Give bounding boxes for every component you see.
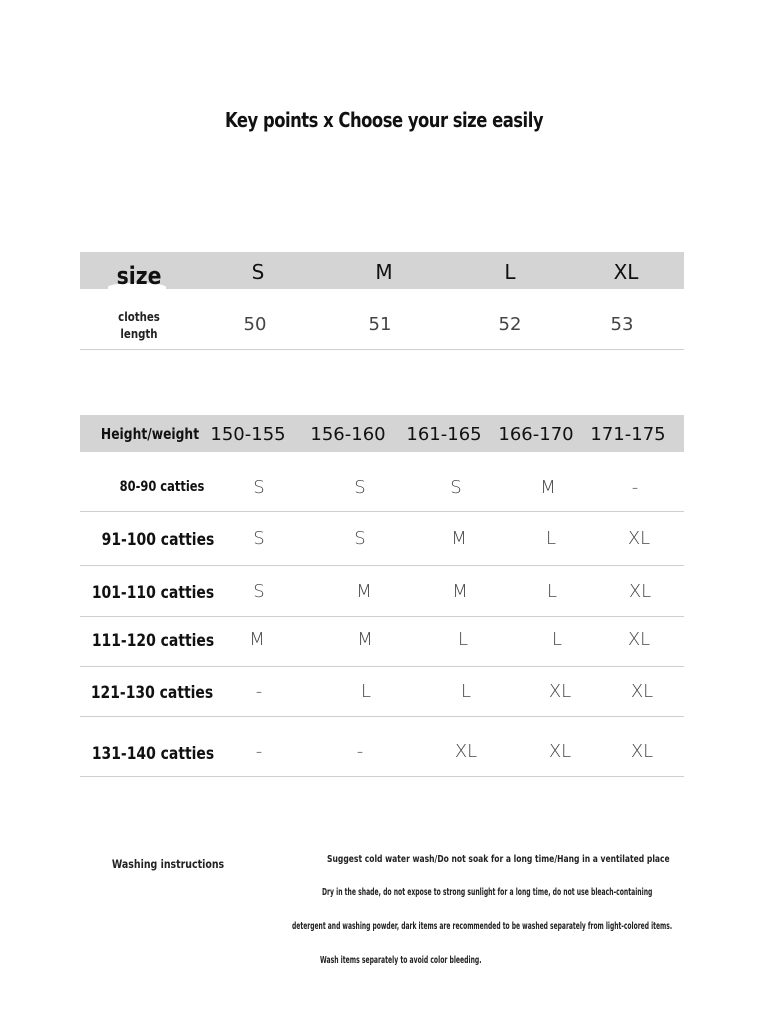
size-cell: XL — [628, 581, 652, 602]
row-label: 91-100 catties — [101, 530, 215, 550]
size-cell: XL — [548, 741, 572, 762]
row-label: 111-120 catties — [91, 631, 215, 651]
size-cell: S — [354, 477, 366, 498]
size-cell: M — [357, 629, 373, 650]
size-cell: L — [545, 528, 557, 549]
size-cell: M — [356, 581, 372, 602]
length-value-xl: 53 — [610, 314, 634, 335]
size-col-m: M — [375, 260, 393, 284]
size-cell: XL — [627, 629, 651, 650]
size-cell: - — [631, 477, 639, 498]
size-cell: - — [356, 741, 364, 762]
size-cell: L — [546, 581, 558, 602]
row-label: 121-130 catties — [90, 683, 214, 703]
size-cell: L — [457, 629, 469, 650]
divider — [80, 776, 684, 777]
size-cell: L — [551, 629, 563, 650]
size-cell: S — [354, 528, 366, 549]
height-weight-header: Height/weight — [100, 425, 200, 443]
divider — [80, 511, 684, 512]
size-col-xl: XL — [613, 260, 639, 284]
washing-label: Washing instructions — [111, 857, 225, 871]
size-header-label: size — [116, 262, 162, 290]
height-col-2: 156-160 — [310, 424, 386, 445]
divider — [80, 349, 684, 350]
size-cell: - — [255, 681, 263, 702]
size-cell: L — [360, 681, 372, 702]
clothes-length-label — [118, 309, 160, 343]
size-cell: M — [451, 528, 467, 549]
size-cell: S — [253, 528, 265, 549]
divider — [80, 716, 684, 717]
size-cell: XL — [630, 681, 654, 702]
length-value-l: 52 — [498, 314, 522, 335]
clothes-length-label-line2: length — [120, 327, 158, 341]
size-cell: XL — [630, 741, 654, 762]
height-col-5: 171-175 — [590, 424, 666, 445]
size-col-l: L — [504, 260, 516, 284]
row-label: 131-140 catties — [91, 744, 215, 764]
washing-line-1: Suggest cold water wash/Do not soak for a long time/Hang in a ventilated place — [327, 854, 670, 865]
size-cell: L — [460, 681, 472, 702]
divider — [80, 666, 684, 667]
size-cell: XL — [627, 528, 651, 549]
washing-line-4: Wash items separately to avoid color bleeding. — [320, 955, 482, 966]
size-cell: XL — [548, 681, 572, 702]
washing-line-3: detergent and washing powder, dark items are recommended to be washed separately from light-colored items. — [292, 921, 673, 932]
size-cell: M — [452, 581, 468, 602]
size-cell: S — [253, 581, 265, 602]
length-value-s: 50 — [243, 314, 267, 335]
height-col-4: 166-170 — [498, 424, 574, 445]
height-col-3: 161-165 — [406, 424, 482, 445]
page-title: Key points x Choose your size easily — [224, 108, 544, 132]
size-cell: XL — [454, 741, 478, 762]
length-value-m: 51 — [368, 314, 392, 335]
height-col-1: 150-155 — [210, 424, 286, 445]
size-cell: M — [540, 477, 556, 498]
clothes-length-label-line1: clothes — [118, 310, 160, 324]
row-label: 80-90 catties — [119, 479, 205, 495]
size-col-s: S — [251, 260, 265, 284]
size-cell: S — [450, 477, 462, 498]
size-cell: S — [253, 477, 265, 498]
divider — [80, 565, 684, 566]
row-label: 101-110 catties — [91, 583, 215, 603]
size-cell: - — [255, 741, 263, 762]
divider — [80, 616, 684, 617]
washing-line-2: Dry in the shade, do not expose to strong sunlight for a long time, do not use bleach-containing — [322, 887, 653, 898]
size-cell: M — [249, 629, 265, 650]
